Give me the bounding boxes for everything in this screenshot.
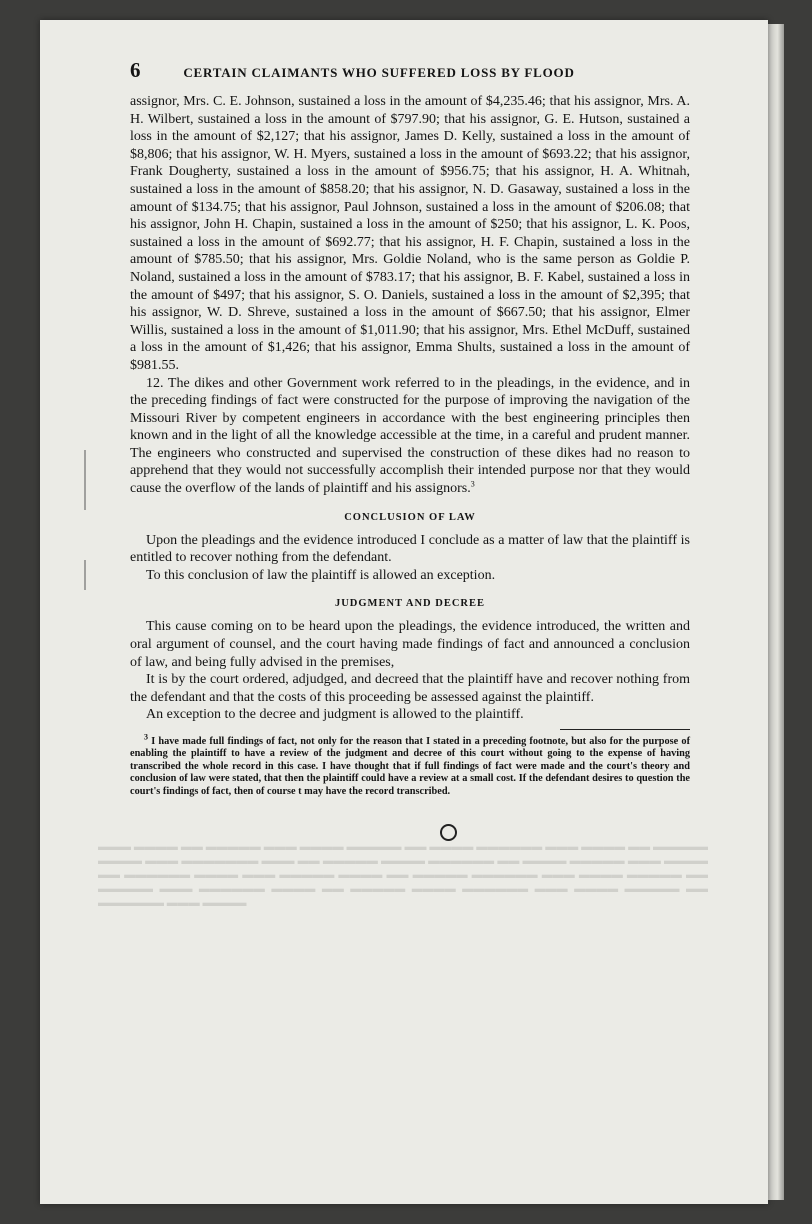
page-number: 6 xyxy=(130,58,142,82)
page-end-circle xyxy=(440,824,457,841)
running-title: CERTAIN CLAIMANTS WHO SUFFERED LOSS BY FLOOD xyxy=(183,65,575,80)
exception-paragraph: To this conclusion of law the plaintiff is allowed an exception. xyxy=(146,567,496,583)
footnote-divider xyxy=(560,729,690,730)
conclusion-heading: CONCLUSION OF LAW xyxy=(344,511,476,523)
document-page xyxy=(40,20,768,1204)
finding-12-paragraph xyxy=(130,375,690,498)
judgment-paragraph-2: It is by the court ordered, adjudged, and decreed that the plaintiff have and recover nothing from the defendant and that the costs of this proceeding be assessed against the plaintiff. xyxy=(130,672,690,705)
finding-12-text: 12. The dikes and other Government work referred to in the pleadings, in the evidence, and in the preceding findings of fact were constructed for the purpose of improving the navigation of the Missouri River by competent engineers in accordance with the best engineering principles then known and in the light of all the knowledge accessible at the time, in a careful and prudent manner. The engineers who constructed and supervised the construction of these dikes had no reason to apprehend that they would not successfully accomplish their intended purpose nor that they would cause the overflow of the lands of plaintiff and his assignors. xyxy=(130,375,690,497)
judgment-paragraph-1: This cause coming on to be heard upon the pleadings, the evidence introduced, the written and oral argument of counsel, and the court having made findings of fact and announced a conclusion of law, and being fully advised in the premises, xyxy=(130,619,690,670)
margin-mark xyxy=(84,450,86,510)
page-edge xyxy=(768,24,784,1200)
footnote-text: I have made full findings of fact, not only for the reason that I stated in a preceding footnote, but also for the purpose of enabling the plaintiff to have a review of the judgment and decree of this court without going to the expense of having transcribed the whole record in this case. I have thought that if full findings of fact were made and the court's theory and conclusion of law were stated, that then the plaintiff could have a review at a small cost. If the defendant desires to question the court's findings of fact, then of course t may have the record transcribed. xyxy=(130,736,690,797)
margin-mark xyxy=(84,560,86,590)
running-header xyxy=(130,58,690,83)
assignors-paragraph: assignor, Mrs. C. E. Johnson, sustained a loss in the amount of $4,235.46; that his assignor, Mrs. A. H. Wilbert, sustained a loss in the amount of $797.90; that his assignor, G. E. Hutson, sustained a loss in the amount of $2,127; that his assignor, James D. Kelly, sustained a loss in the amount of $8,806; that his assignor, W. H. Myers, sustained a loss in the amount of $693.22; that his assignor, Frank Dougherty, sustained a loss in the amount of $956.75; that his assignor, H. A. Whitnah, sustained a loss in the amount of $858.20; that his assignor, N. D. Gasaway, sustained a loss in the amount of $134.75; that his assignor, Paul Johnson, sustained a loss in the amount of $206.08; that his assignor, John H. Chapin, sustained a loss in the amount of $250; that his assignor, L. K. Poos, sustained a loss in the amount of $692.77; that his assignor, H. F. Chapin, sustained a loss in the amount of $785.50; that his assignor, Mrs. Goldie Noland, who is the same person as Goldie P. Noland, sustained a loss in the amount of $783.17; that his assignor, B. F. Kabel, sustained a loss in the amount of $497; that his assignor, S. O. Daniels, sustained a loss in the amount of $2,395; that his assignor, W. D. Shreve, sustained a loss in the amount of $667.50; that his assignor, Elmer Willis, sustained a loss in the amount of $1,011.90; that his assignor, Mrs. Ethel McDuff, sustained a loss in the amount of $1,426; that his assignor, Emma Shults, sustained a loss in the amount of $981.55. xyxy=(130,94,690,373)
footnote xyxy=(130,732,690,798)
page-content xyxy=(130,58,690,841)
footnote-marker: 3 xyxy=(144,732,148,742)
judgment-paragraph-3: An exception to the decree and judgment is allowed to the plaintiff. xyxy=(146,707,524,723)
judgment-heading: JUDGMENT AND DECREE xyxy=(334,598,486,610)
footnote-reference: 3 xyxy=(470,479,475,489)
bleed-through-texture: ▬▬▬ ▬▬▬▬ ▬▬ ▬▬▬▬▬ ▬▬▬ ▬▬▬▬ ▬▬▬▬▬ ▬▬ ▬▬▬▬ ▬▬▬▬▬▬ ▬▬▬ ▬▬▬▬ ▬▬ ▬▬▬▬▬ ▬▬▬▬ ▬▬▬ ▬▬▬▬▬▬▬ ▬▬▬ ▬▬ ▬▬▬▬▬ ▬▬▬▬ ▬▬▬▬▬▬ ▬▬ ▬▬▬▬ ▬▬▬▬▬ ▬▬▬ ▬▬▬▬ ▬▬ ▬▬▬▬▬▬ ▬▬▬▬ ▬▬▬ ▬▬▬▬▬ ▬▬▬▬ ▬▬ ▬▬▬▬▬ ▬▬▬▬▬▬ ▬▬▬ ▬▬▬▬ ▬▬▬▬▬ ▬▬ ▬▬▬▬▬ ▬▬▬ ▬▬▬▬▬▬ ▬▬▬▬ ▬▬ ▬▬▬▬▬ ▬▬▬▬ ▬▬▬▬▬▬ ▬▬▬ ▬▬▬▬ ▬▬▬▬▬ ▬▬ ▬▬▬▬▬▬ ▬▬▬ ▬▬▬▬ xyxy=(98,841,708,909)
conclusion-paragraph: Upon the pleadings and the evidence introduced I conclude as a matter of law that the plaintiff is entitled to recover nothing from the defendant. xyxy=(130,532,690,566)
